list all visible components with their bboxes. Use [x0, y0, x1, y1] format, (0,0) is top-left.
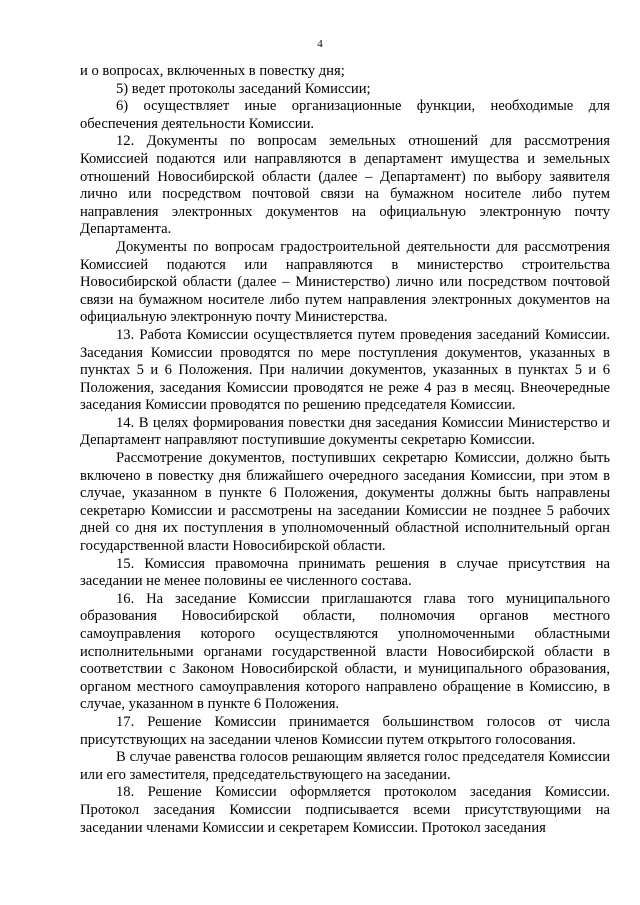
paragraph-clause-17: 17. Решение Комиссии принимается большинством голосов от числа присутствующих на заседании членов Комиссии путем открытого голосования.: [80, 713, 610, 748]
paragraph-clause-16: 16. На заседание Комиссии приглашаются глава того муниципального образования Новосибирской области, полномочия органов местного самоуправления которого осуществляются уполномоченными областными исполнительными органами государственной власти Новосибирской области в соответствии с Законом Новосибирской области, и муниципального образования, органом местного самоуправления которого направлено обращение в Комиссию, в случае, указанном в пункте 6 Положения.: [80, 590, 610, 713]
paragraph-continuation: и о вопросах, включенных в повестку дня;: [80, 63, 345, 79]
paragraph-item-5: 5) ведет протоколы заседаний Комиссии;: [116, 80, 371, 97]
paragraph-clause-15: 15. Комиссия правомочна принимать решения в случае присутствия на заседании не менее половины ее численного состава.: [80, 555, 610, 590]
paragraph-clause-17-tie: В случае равенства голосов решающим является голос председателя Комиссии или его заместителя, председательствующего на заседании.: [80, 749, 610, 783]
paragraph-clause-13: 13. Работа Комиссии осуществляется путем проведения заседаний Комиссии. Заседания Комиссии проводятся по мере поступления документов, указанных в пунктах 5 и 6 Положения. При наличии документов, указанных в пунктах 5 и 6 Положения, заседания Комиссии проводятся не реже 4 раз в месяц. Внеочередные заседания Комиссии проводятся по решению председателя Комиссии.: [80, 326, 610, 414]
paragraph-clause-14: 14. В целях формирования повестки дня заседания Комиссии Министерство и Департамент направляют поступившие документы секретарю Комиссии.: [80, 414, 610, 449]
paragraph-clause-18: 18. Решение Комиссии оформляется протоколом заседания Комиссии. Протокол заседания Комиссии подписывается всеми присутствующими на заседании членами Комиссии и секретарем Комиссии. Протокол заседания: [80, 784, 610, 836]
paragraph-item-6: 6) осуществляет иные организационные функции, необходимые для обеспечения деятельности Комиссии.: [80, 98, 610, 132]
paragraph-clause-12: 12. Документы по вопросам земельных отношений для рассмотрения Комиссией подаются или направляются в департамент имущества и земельных отношений Новосибирской области (далее – Департамент) по выбору заявителя лично или посредством почтовой связи на бумажном носителе либо путем направления электронных документов на официальную электронную почту Департамента.: [80, 133, 610, 238]
page-number: 4: [317, 38, 323, 50]
paragraph-clause-14-review: Рассмотрение документов, поступивших секретарю Комиссии, должно быть включено в повестку дня ближайшего очередного заседания Комиссии, при этом в случае, указанном в пункте 6 Положения, документы должны быть направлены секретарю Комиссии и рассмотрены на заседании Комиссии не позднее 5 рабочих дней со дня их поступления в уполномоченный областной исполнительный орган государственной власти Новосибирской области.: [80, 450, 610, 555]
paragraph-clause-12-urban: Документы по вопросам градостроительной деятельности для рассмотрения Комиссией подаются или направляются в министерство строительства Новосибирской области (далее – Министерство) лично или посредством почтовой связи на бумажном носителе либо путем направления электронных документов на официальную электронную почту Министерства.: [80, 238, 610, 326]
document-body: [80, 63, 610, 837]
